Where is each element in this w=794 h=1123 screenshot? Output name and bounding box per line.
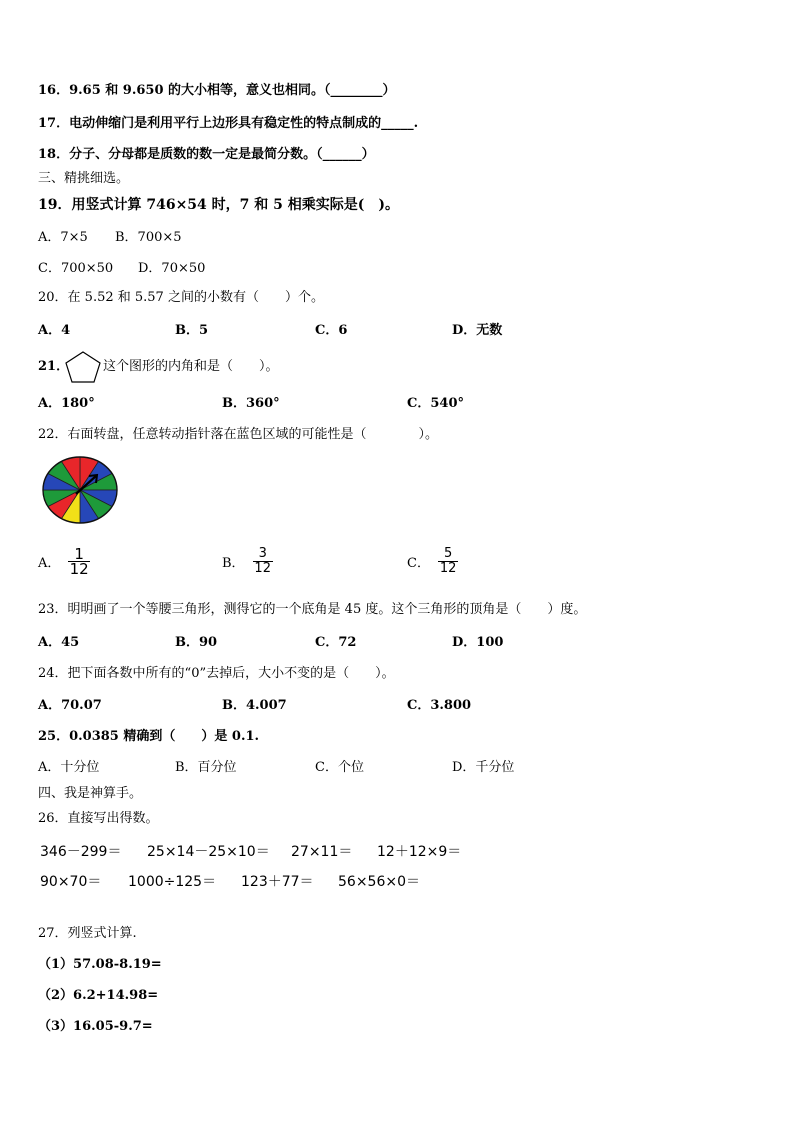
- q20-option-d: D．无数: [452, 323, 503, 338]
- q22-option-a-denominator: 12: [69, 560, 89, 578]
- question-24: 24．把下面各数中所有的“0”去掉后，大小不变的是（ ）。: [38, 666, 395, 681]
- q20-option-b: B．5: [175, 323, 209, 338]
- question-27: 27．列竖式计算.: [38, 926, 137, 941]
- question-18: 18．分子、分母都是质数的数一定是最简分数。（______）: [38, 147, 375, 162]
- q26-expr-4: 12＋12×9＝: [377, 844, 462, 860]
- q26-expr-1: 346－299＝: [40, 844, 122, 860]
- q21-option-a: A．180°: [38, 396, 95, 411]
- section-4-heading: 四、我是神算手。: [38, 786, 143, 801]
- question-22: 22．右面转盘，任意转动指针落在蓝色区域的可能性是（ ）。: [38, 427, 439, 442]
- section-3-heading: 三、精挑细选。: [38, 171, 130, 186]
- question-26: 26．直接写出得数。: [38, 811, 159, 826]
- q19-option-b: B．700×5: [115, 230, 182, 245]
- q22-option-b-numerator: 3: [253, 547, 273, 562]
- q21-option-b: B．360°: [222, 396, 280, 411]
- q19-option-d: D．70×50: [138, 261, 206, 276]
- question-21-number: 21．: [38, 359, 70, 374]
- q23-option-c: C．72: [315, 635, 357, 650]
- q26-expr-3: 27×11＝: [291, 844, 353, 860]
- q24-option-b: B．4.007: [222, 698, 287, 713]
- q27-item-2: （2）6.2+14.98=: [38, 988, 159, 1003]
- q23-option-d: D．100: [452, 635, 504, 650]
- q24-option-a: A．70.07: [38, 698, 102, 713]
- q22-option-c-numerator: 5: [438, 547, 458, 562]
- q26-expr-6: 1000÷125＝: [128, 874, 217, 890]
- q22-option-b-denominator: 12: [254, 561, 271, 576]
- q25-option-a: A．十分位: [38, 760, 100, 775]
- q24-option-c: C．3.800: [407, 698, 472, 713]
- question-20: 20．在 5.52 和 5.57 之间的小数有（ ）个。: [38, 290, 324, 305]
- q23-option-a: A．45: [38, 635, 80, 650]
- question-17: 17．电动伸缩门是利用平行上边形具有稳定性的特点制成的_____.: [38, 116, 419, 131]
- pentagon-figure: [64, 350, 102, 384]
- q20-option-a: A．4: [38, 323, 71, 338]
- q22-option-a-numerator: 1: [68, 547, 90, 562]
- q26-expr-2: 25×14－25×10＝: [147, 844, 270, 860]
- q22-option-a-label: A．: [38, 556, 61, 571]
- question-19: 19．用竖式计算 746×54 时，7 和 5 相乘实际是( )。: [38, 197, 400, 213]
- q22-option-c: [407, 547, 458, 576]
- spinner-wheel: [40, 454, 120, 526]
- question-25: 25．0.0385 精确到（ ）是 0.1.: [38, 729, 260, 744]
- question-16: 16．9.65 和 9.650 的大小相等，意义也相同。（________）: [38, 83, 396, 98]
- q27-item-3: （3）16.05-9.7=: [38, 1019, 153, 1034]
- q23-option-b: B．90: [175, 635, 218, 650]
- q26-expr-5: 90×70＝: [40, 874, 102, 890]
- question-23: 23．明明画了一个等腰三角形，测得它的一个底角是 45 度。这个三角形的顶角是（ ）度。: [38, 602, 587, 617]
- q25-option-d: D．千分位: [452, 760, 515, 775]
- q26-expr-8: 56×56×0＝: [338, 874, 420, 890]
- q22-option-b: [222, 547, 273, 576]
- q21-option-c: C．540°: [407, 396, 464, 411]
- q22-option-c-denominator: 12: [439, 561, 457, 576]
- q22-option-b-label: B．: [222, 556, 245, 571]
- question-21: 这个图形的内角和是（ ）。: [103, 359, 279, 374]
- q22-option-c-label: C．: [407, 556, 430, 571]
- q22-option-a: [38, 547, 90, 576]
- q25-option-c: C．个位: [315, 760, 364, 775]
- q20-option-c: C．6: [315, 323, 348, 338]
- q25-option-b: B．百分位: [175, 760, 237, 775]
- q19-option-a: A．7×5: [38, 230, 88, 245]
- q27-item-1: （1）57.08-8.19=: [38, 957, 162, 972]
- q19-option-c: C．700×50: [38, 261, 114, 276]
- q26-expr-7: 123＋77＝: [241, 874, 314, 890]
